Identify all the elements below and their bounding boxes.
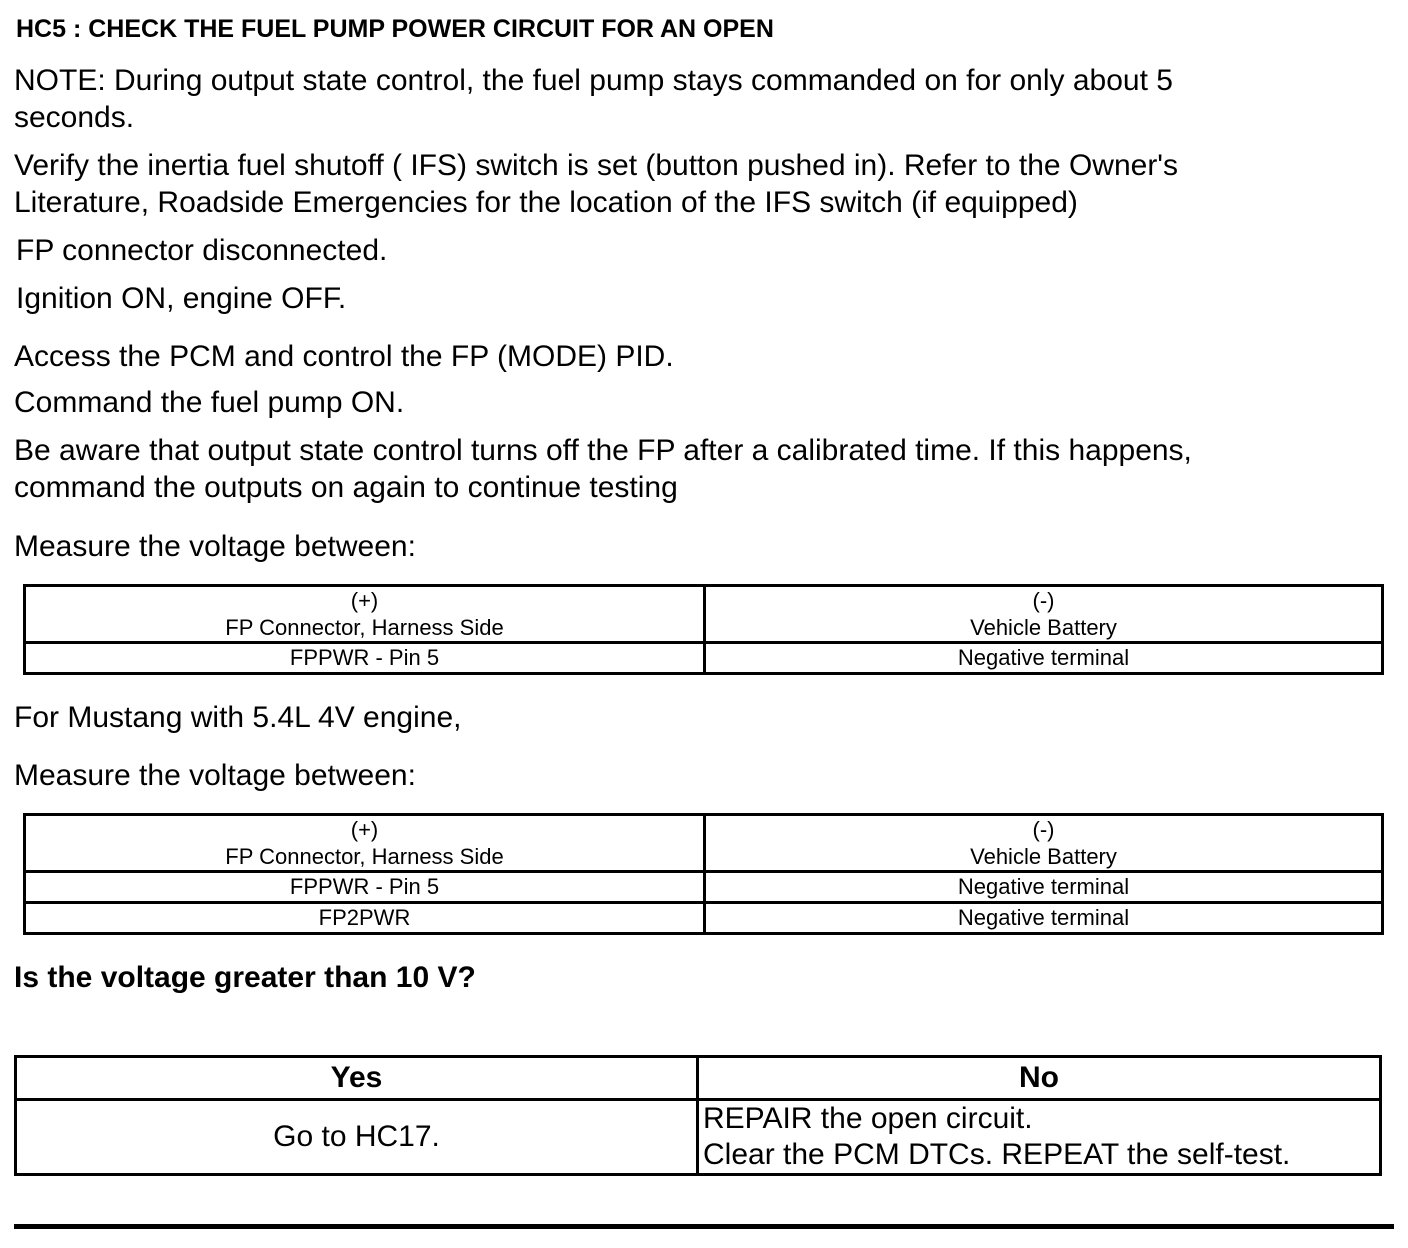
- positive-label: FP Connector, Harness Side: [225, 844, 504, 869]
- no-action-line-2: Clear the PCM DTCs. REPEAT the self-test.: [703, 1138, 1291, 1171]
- table-header-row: [25, 586, 1383, 643]
- negative-sign: (-): [1032, 588, 1055, 613]
- positive-label: FP Connector, Harness Side: [225, 615, 504, 640]
- no-header: No: [698, 1057, 1381, 1100]
- verify-line-2: Literature, Roadside Emergencies for the location of the IFS switch (if equipped): [14, 186, 1078, 219]
- positive-header-cell: [25, 586, 705, 643]
- negative-header-cell: [705, 586, 1383, 643]
- verify-line-1: Verify the inertia fuel shutoff ( IFS) switch is set (button pushed in). Refer to the Owner's: [14, 149, 1179, 182]
- table-row: [25, 903, 1383, 934]
- no-action-line-1: REPAIR the open circuit.: [703, 1102, 1033, 1135]
- positive-header-cell: [25, 815, 705, 872]
- no-action: [698, 1100, 1381, 1175]
- result-table: [14, 1055, 1382, 1176]
- fp-disconnected-text: FP connector disconnected.: [16, 234, 388, 267]
- measure-instruction-2: Measure the voltage between:: [14, 759, 416, 792]
- negative-cell: Negative terminal: [705, 903, 1383, 934]
- note-line-1: NOTE: During output state control, the fuel pump stays commanded on for only about 5: [14, 64, 1173, 97]
- command-on-text: Command the fuel pump ON.: [14, 386, 405, 419]
- mustang-note: For Mustang with 5.4L 4V engine,: [14, 701, 462, 734]
- access-pcm-text: Access the PCM and control the FP (MODE) PID.: [14, 340, 674, 373]
- ignition-text: Ignition ON, engine OFF.: [16, 282, 347, 315]
- voltage-question: Is the voltage greater than 10 V?: [14, 961, 476, 994]
- table-header-row: [25, 815, 1383, 872]
- positive-sign: (+): [350, 817, 379, 842]
- step-title: HC5 : CHECK THE FUEL PUMP POWER CIRCUIT FOR AN OPEN: [16, 15, 774, 43]
- positive-cell: FPPWR - Pin 5: [25, 643, 705, 674]
- negative-sign: (-): [1032, 817, 1055, 842]
- yes-header: Yes: [16, 1057, 698, 1100]
- table-row: [25, 643, 1383, 674]
- bottom-divider: [14, 1224, 1394, 1229]
- result-header-row: [16, 1057, 1381, 1100]
- negative-header-cell: [705, 815, 1383, 872]
- table-row: [25, 872, 1383, 903]
- result-action-row: [16, 1100, 1381, 1175]
- negative-cell: Negative terminal: [705, 872, 1383, 903]
- negative-cell: Negative terminal: [705, 643, 1383, 674]
- positive-cell: FPPWR - Pin 5: [25, 872, 705, 903]
- negative-label: Vehicle Battery: [970, 844, 1117, 869]
- aware-line-2: command the outputs on again to continue testing: [14, 471, 678, 504]
- measure-instruction-1: Measure the voltage between:: [14, 530, 416, 563]
- yes-action: Go to HC17.: [16, 1100, 698, 1175]
- aware-line-1: Be aware that output state control turns off the FP after a calibrated time. If this happens,: [14, 434, 1192, 467]
- measurement-table-1: [23, 584, 1384, 675]
- note-line-2: seconds.: [14, 101, 135, 134]
- positive-cell: FP2PWR: [25, 903, 705, 934]
- positive-sign: (+): [350, 588, 379, 613]
- measurement-table-2: [23, 813, 1384, 935]
- negative-label: Vehicle Battery: [970, 615, 1117, 640]
